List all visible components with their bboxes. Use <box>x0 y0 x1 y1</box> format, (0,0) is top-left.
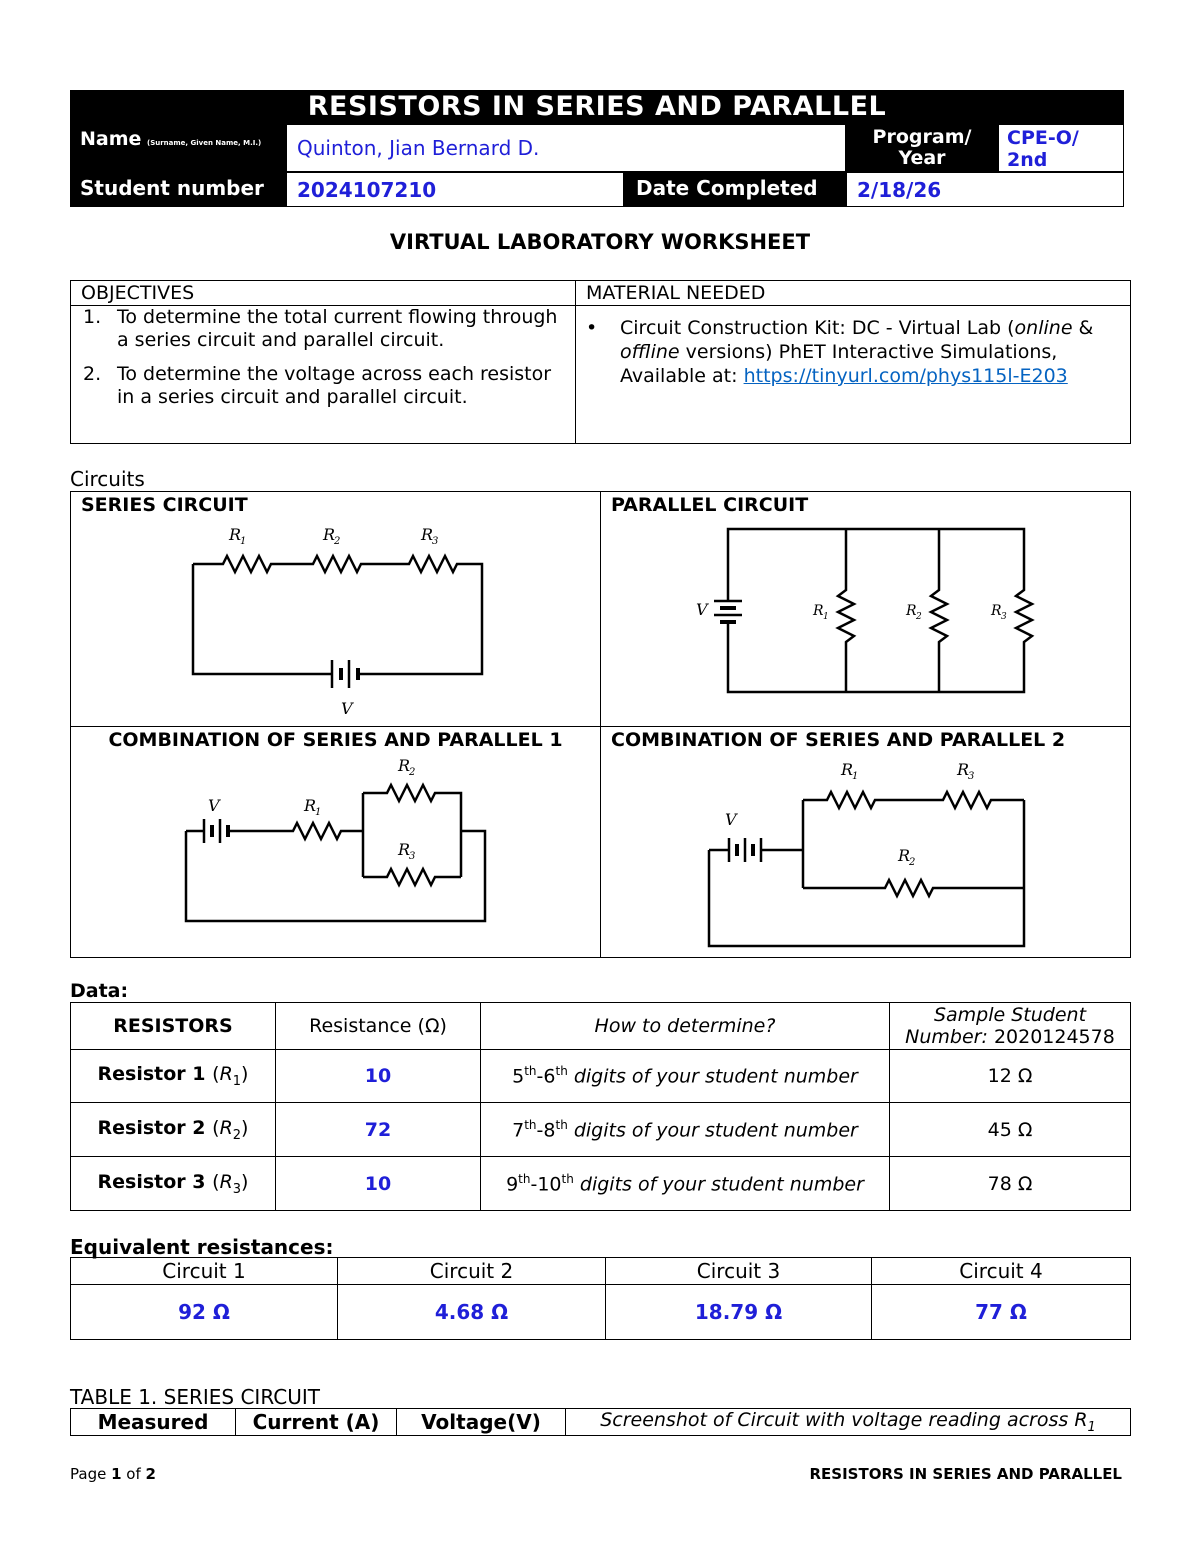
combo2-circuit-diagram <box>601 727 1131 958</box>
phet-link[interactable]: https://tinyurl.com/phys115l-E203 <box>743 365 1068 387</box>
name-hint: (Surname, Given Name, M.I.) <box>147 139 262 147</box>
equivalent-value[interactable]: 92 Ω <box>71 1285 338 1340</box>
objectives-table <box>70 280 1131 444</box>
objectives-heading: OBJECTIVES <box>71 281 576 306</box>
how-text: 5th-6th digits of your student number <box>481 1050 890 1103</box>
combo2-circuit-title: COMBINATION OF SERIES AND PARALLEL 2 <box>611 729 1066 751</box>
svg-text:1: 1 <box>315 807 322 818</box>
resistance-value[interactable]: 10 <box>276 1157 481 1211</box>
svg-text:2: 2 <box>909 857 916 868</box>
equivalent-value[interactable]: 18.79 Ω <box>606 1285 872 1340</box>
footer-title: RESISTORS IN SERIES AND PARALLEL <box>809 1465 1122 1483</box>
date-label: Date Completed <box>624 172 846 207</box>
svg-text:1: 1 <box>240 536 247 547</box>
svg-text:R: R <box>898 846 911 865</box>
parallel-circuit-diagram <box>601 492 1131 727</box>
svg-text:R: R <box>304 796 317 815</box>
equivalent-value[interactable]: 4.68 Ω <box>338 1285 606 1340</box>
svg-text:1: 1 <box>823 612 829 622</box>
svg-text:3: 3 <box>409 851 416 862</box>
table1-heading: TABLE 1. SERIES CIRCUIT <box>70 1385 320 1409</box>
svg-text:2: 2 <box>334 536 341 547</box>
data-heading: Data: <box>70 980 129 1002</box>
document-title: RESISTORS IN SERIES AND PARALLEL <box>70 90 1124 124</box>
materials-body <box>576 306 1131 444</box>
parallel-circuit-cell <box>601 492 1131 727</box>
svg-text:R: R <box>957 760 970 779</box>
col-circuit-2: Circuit 2 <box>338 1258 606 1285</box>
col-measured: Measured <box>71 1409 236 1436</box>
svg-text:2: 2 <box>916 612 922 622</box>
col-how: How to determine? <box>481 1003 890 1050</box>
name-value[interactable]: Quinton, Jian Bernard D. <box>297 136 540 160</box>
col-screenshot: Screenshot of Circuit with voltage reading across $R_1$ <box>566 1409 1131 1436</box>
circuits-heading: Circuits <box>70 467 145 491</box>
col-circuit-1: Circuit 1 <box>71 1258 338 1285</box>
resistor-name: Resistor 3 $(R_3)$ <box>71 1157 276 1211</box>
objective-item: 1. To determine the total current flowing through a series circuit and parallel circuit. <box>83 306 558 351</box>
col-voltage: Voltage(V) <box>397 1409 566 1436</box>
program-value[interactable]: CPE-O/ 2nd <box>998 124 1124 172</box>
svg-text:3: 3 <box>1001 612 1007 622</box>
svg-text:R: R <box>323 525 336 544</box>
resistance-value[interactable]: 10 <box>276 1050 481 1103</box>
data-table <box>70 1002 1131 1211</box>
series-circuit-diagram <box>71 492 600 727</box>
table-row <box>71 1103 1131 1157</box>
date-value[interactable]: 2/18/26 <box>857 178 942 202</box>
col-resistors: RESISTORS <box>71 1003 276 1050</box>
svg-text:R: R <box>991 603 1002 619</box>
svg-text:V: V <box>725 810 737 829</box>
worksheet-title: VIRTUAL LABORATORY WORKSHEET <box>389 230 811 254</box>
student-number-cell[interactable] <box>286 172 624 207</box>
objectives-body <box>71 306 576 444</box>
svg-text:V: V <box>208 796 220 815</box>
name-value-cell[interactable] <box>286 124 846 172</box>
sample-value: 78 Ω <box>890 1157 1131 1211</box>
how-text: 7th-8th digits of your student number <box>481 1103 890 1157</box>
combo2-circuit-cell <box>601 727 1131 958</box>
resistor-name: Resistor 2 $(R_2)$ <box>71 1103 276 1157</box>
svg-text:R: R <box>906 603 917 619</box>
col-circuit-4: Circuit 4 <box>872 1258 1131 1285</box>
page-number: Page 1 of 2 <box>70 1465 156 1483</box>
parallel-circuit-title: PARALLEL CIRCUIT <box>611 494 809 516</box>
series-circuit-cell <box>71 492 601 727</box>
student-number-value[interactable]: 2024107210 <box>297 178 437 202</box>
svg-text:R: R <box>229 525 242 544</box>
svg-text:R: R <box>813 603 824 619</box>
svg-text:3: 3 <box>432 536 439 547</box>
svg-text:1: 1 <box>852 771 859 782</box>
date-cell[interactable] <box>846 172 1124 207</box>
combo1-circuit-cell <box>71 727 601 958</box>
svg-text:R: R <box>841 760 854 779</box>
sample-value: 12 Ω <box>890 1050 1131 1103</box>
svg-text:V: V <box>341 699 353 718</box>
sample-value: 45 Ω <box>890 1103 1131 1157</box>
program-label: Program/ Year <box>846 124 998 172</box>
svg-text:V: V <box>696 600 708 619</box>
resistor-name: Resistor 1 $(R_1)$ <box>71 1050 276 1103</box>
svg-text:R: R <box>398 756 411 775</box>
name-label-cell <box>70 124 286 172</box>
series-circuit-title: SERIES CIRCUIT <box>81 494 248 516</box>
col-sample: Sample Student Number: 2020124578 <box>890 1003 1131 1050</box>
svg-text:3: 3 <box>968 771 975 782</box>
equivalent-value[interactable]: 77 Ω <box>872 1285 1131 1340</box>
student-number-label: Student number <box>70 172 286 207</box>
objective-item: 2. To determine the voltage across each resistor in a series circuit and parallel circuit. <box>83 363 552 408</box>
materials-heading: MATERIAL NEEDED <box>576 281 1131 306</box>
col-resistance: Resistance (Ω) <box>276 1003 481 1050</box>
equivalent-table <box>70 1257 1131 1340</box>
name-label: Name <box>80 128 142 150</box>
bullet-icon: • <box>586 317 598 339</box>
col-circuit-3: Circuit 3 <box>606 1258 872 1285</box>
resistance-value[interactable]: 72 <box>276 1103 481 1157</box>
combo1-circuit-title: COMBINATION OF SERIES AND PARALLEL 1 <box>108 729 563 751</box>
how-text: 9th-10th digits of your student number <box>481 1157 890 1211</box>
material-item: • Circuit Construction Kit: DC - Virtual Lab (online & offline versions) PhET Interactive Simulations, Available at: https://tinyurl.com/phys115l-E203 <box>586 317 1094 387</box>
col-current: Current (A) <box>236 1409 397 1436</box>
svg-text:R: R <box>421 525 434 544</box>
circuits-table <box>70 491 1131 958</box>
svg-text:R: R <box>398 840 411 859</box>
table-row <box>71 1050 1131 1103</box>
series-circuit-table <box>70 1408 1131 1436</box>
table-row <box>71 1157 1131 1211</box>
svg-text:2: 2 <box>409 767 416 778</box>
equivalent-heading: Equivalent resistances: <box>70 1235 334 1259</box>
combo1-circuit-diagram <box>71 727 600 958</box>
